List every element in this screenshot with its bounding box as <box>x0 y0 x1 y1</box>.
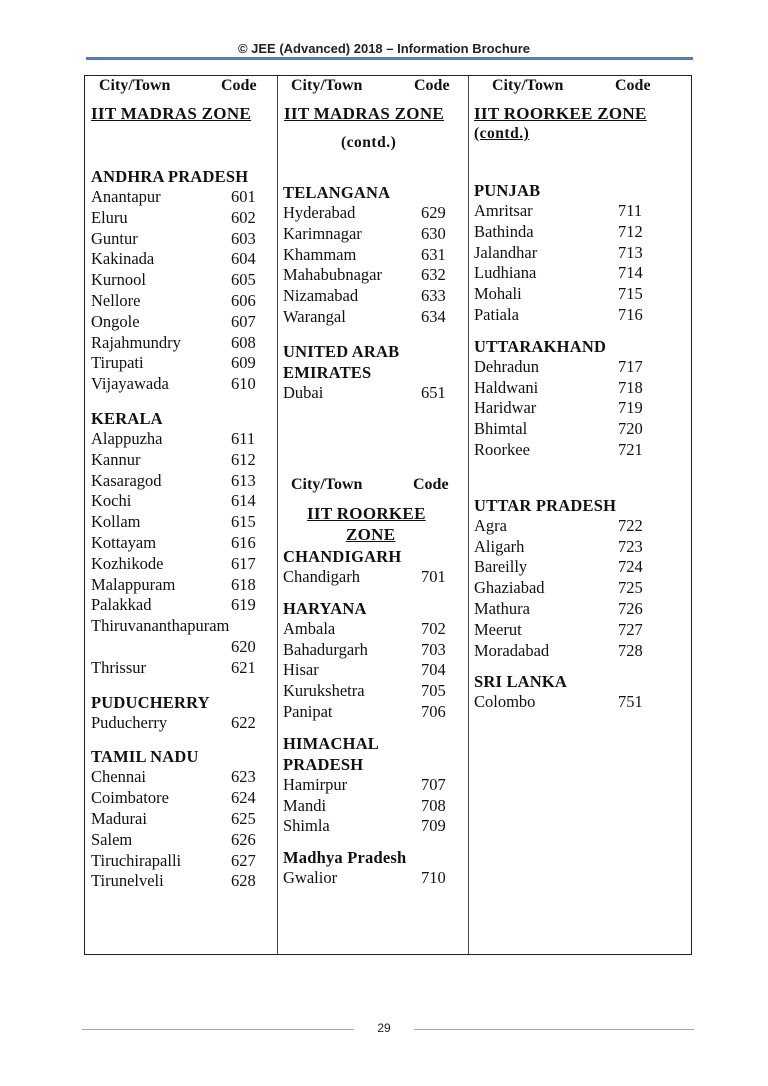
city-code: 609 <box>231 353 256 373</box>
state-section <box>474 180 686 326</box>
city-name: Aligarh <box>474 536 525 556</box>
state-section <box>474 495 686 662</box>
city-name: Karimnagar <box>283 223 362 243</box>
zone-title: IIT MADRAS ZONE <box>91 104 252 123</box>
city-code: 602 <box>231 207 256 227</box>
table-row <box>283 245 464 266</box>
city-name: Jalandhar <box>474 242 538 262</box>
city-name: Dubai <box>283 382 324 402</box>
city-code: 706 <box>421 701 446 721</box>
table-row <box>474 263 686 284</box>
table-row <box>91 491 273 512</box>
city-code: 713 <box>618 242 643 262</box>
city-name: Mandi <box>283 795 327 815</box>
city-code: 719 <box>618 398 643 418</box>
city-name: Bathinda <box>474 221 534 241</box>
city-code: 601 <box>231 187 256 206</box>
city-code: 618 <box>231 574 256 594</box>
city-name: Thrissur <box>91 657 146 677</box>
table-row <box>91 533 273 554</box>
table-row <box>91 229 273 250</box>
city-code: 720 <box>618 419 643 439</box>
city-name: Kochi <box>91 491 132 511</box>
city-name: Tirupati <box>91 353 144 373</box>
city-name: Roorkee <box>474 439 530 459</box>
table-row <box>474 222 686 243</box>
city-name: Gwalior <box>283 868 338 888</box>
zone-sections <box>283 182 464 417</box>
table-row <box>91 575 273 596</box>
city-code: 711 <box>618 201 643 220</box>
state-heading: EMIRATES <box>283 362 372 382</box>
city-code: 633 <box>421 286 446 306</box>
city-code: 723 <box>618 536 643 556</box>
city-code: 604 <box>231 249 256 269</box>
state-heading: TELANGANA <box>283 183 391 202</box>
table-row <box>91 554 273 575</box>
table-row <box>283 286 464 307</box>
city-name: Anantapur <box>91 187 161 206</box>
city-name: Kozhikode <box>91 553 164 573</box>
table-row <box>91 658 273 679</box>
city-code: 631 <box>421 244 446 264</box>
table-row <box>91 450 273 471</box>
city-code: 727 <box>618 619 643 639</box>
city-code: 710 <box>421 868 446 888</box>
table-row <box>283 660 464 681</box>
city-name: Hisar <box>283 660 319 680</box>
table-row <box>474 692 686 713</box>
footer-rule-left <box>82 1029 354 1030</box>
city-name: Meerut <box>474 619 522 639</box>
zone-title: IIT ROORKEE ZONE <box>474 104 647 123</box>
city-name: Salem <box>91 829 133 849</box>
city-code: 726 <box>618 598 643 618</box>
table-row <box>91 616 273 658</box>
table-row <box>283 307 464 328</box>
city-name: Dehradun <box>474 356 540 376</box>
city-code: 722 <box>618 515 643 535</box>
city-name: Bahadurgarh <box>283 639 368 659</box>
city-name: Tiruchirapalli <box>91 850 182 870</box>
city-code: 612 <box>231 449 256 469</box>
city-name: Agra <box>474 515 507 535</box>
city-name: Mohali <box>474 284 522 304</box>
city-code: 634 <box>421 306 446 326</box>
table-row <box>283 265 464 286</box>
city-code: 611 <box>231 428 256 448</box>
table-row <box>283 816 464 837</box>
table-row <box>91 249 273 270</box>
zone-subtitle: (contd.) <box>341 134 397 151</box>
state-section <box>283 182 464 328</box>
city-code: 715 <box>618 284 643 304</box>
column-header-code: Code <box>615 77 651 94</box>
city-code: 626 <box>231 829 256 849</box>
state-section <box>283 598 464 723</box>
city-code: 707 <box>421 774 446 794</box>
table-row <box>283 640 464 661</box>
city-code: 716 <box>618 304 643 324</box>
city-code: 610 <box>231 374 256 394</box>
state-heading: UTTAR PRADESH <box>474 495 617 515</box>
city-code: 608 <box>231 332 256 352</box>
city-name: Ghaziabad <box>474 578 545 598</box>
table-row <box>283 224 464 245</box>
city-code: 617 <box>231 553 256 573</box>
state-section <box>91 408 273 679</box>
column-header-code: Code <box>221 77 257 94</box>
city-code: 703 <box>421 639 446 659</box>
city-name: Kottayam <box>91 532 157 552</box>
table-row <box>91 830 273 851</box>
city-name: Eluru <box>91 207 128 227</box>
city-name: Kakinada <box>91 249 155 269</box>
table-row <box>283 619 464 640</box>
table-row <box>91 512 273 533</box>
table-row <box>283 702 464 723</box>
table-row <box>474 440 686 461</box>
city-code: 613 <box>231 470 256 490</box>
city-code: 624 <box>231 788 256 808</box>
city-code: 712 <box>618 221 643 241</box>
table-row <box>91 595 273 616</box>
zone-title: IIT MADRAS ZONE <box>284 104 445 123</box>
table-row <box>474 537 686 558</box>
table-row <box>283 383 464 404</box>
city-name: Colombo <box>474 692 536 712</box>
city-name: Madurai <box>91 808 147 828</box>
table-row <box>474 357 686 378</box>
column-header-city: City/Town <box>99 77 171 94</box>
state-section <box>283 546 464 588</box>
exam-city-code-table <box>84 75 692 955</box>
city-name: Kannur <box>91 449 141 469</box>
table-row <box>474 641 686 662</box>
zone-title: IIT ROORKEE <box>307 504 426 523</box>
city-name: Khammam <box>283 244 357 264</box>
city-code: 704 <box>421 660 446 680</box>
table-row <box>283 796 464 817</box>
city-name: Ongole <box>91 311 140 331</box>
city-code: 607 <box>231 311 256 331</box>
city-name: Nizamabad <box>283 286 359 306</box>
city-name: Tirunelveli <box>91 871 164 891</box>
state-heading: UNITED ARAB <box>283 341 400 361</box>
city-code: 630 <box>421 223 446 243</box>
table-row <box>91 291 273 312</box>
state-section <box>474 336 686 461</box>
city-name: Mathura <box>474 598 530 618</box>
city-name: Palakkad <box>91 595 152 615</box>
table-row <box>474 620 686 641</box>
city-code: 605 <box>231 270 256 290</box>
column-header-city: City/Town <box>291 476 363 493</box>
city-name: Bhimtal <box>474 419 528 439</box>
city-code: 721 <box>618 439 643 459</box>
city-name: Haldwani <box>474 377 539 397</box>
city-name: Ambala <box>283 618 336 638</box>
header-rule <box>86 57 693 60</box>
city-code: 718 <box>618 377 643 397</box>
table-row <box>91 312 273 333</box>
table-row <box>91 871 273 892</box>
city-code: 627 <box>231 850 256 870</box>
table-row <box>91 713 273 734</box>
footer-rule-right <box>414 1029 694 1030</box>
state-heading: SRI LANKA <box>474 672 568 692</box>
city-name: Patiala <box>474 304 519 324</box>
state-heading: Madhya Pradesh <box>283 848 407 868</box>
city-code: 623 <box>231 767 256 787</box>
zone-title-line2: ZONE <box>346 525 396 544</box>
city-code: 615 <box>231 512 256 532</box>
city-code: 705 <box>421 681 446 701</box>
table-row <box>283 203 464 224</box>
city-code: 728 <box>618 640 643 660</box>
city-name: Kollam <box>91 512 141 532</box>
table-row <box>91 187 273 208</box>
city-name: Mahabubnagar <box>283 265 382 285</box>
table-column-1 <box>85 76 278 954</box>
table-row <box>474 516 686 537</box>
table-row <box>91 208 273 229</box>
city-name: Hyderabad <box>283 203 356 222</box>
state-heading: ANDHRA PRADESH <box>91 167 249 186</box>
table-row <box>91 353 273 374</box>
state-heading: UTTARAKHAND <box>474 336 607 356</box>
table-row <box>474 284 686 305</box>
city-name: Moradabad <box>474 640 550 660</box>
state-section <box>283 733 464 837</box>
document-header-title: © JEE (Advanced) 2018 – Information Brochure <box>237 41 531 56</box>
city-name: Alappuzha <box>91 428 163 448</box>
city-code: 709 <box>421 816 446 836</box>
state-heading: PUDUCHERRY <box>91 692 210 712</box>
table-row <box>91 270 273 291</box>
state-heading: CHANDIGARH <box>283 547 402 566</box>
state-section <box>91 166 273 395</box>
page-number: 29 <box>377 1021 391 1035</box>
table-column-2 <box>277 76 469 954</box>
table-row <box>91 429 273 450</box>
state-section <box>283 847 464 889</box>
city-name: Amritsar <box>474 201 533 220</box>
city-name: Haridwar <box>474 398 537 418</box>
table-row <box>91 333 273 354</box>
city-code: 625 <box>231 808 256 828</box>
state-section <box>91 746 273 892</box>
zone-sections <box>474 180 686 713</box>
zone-sections <box>91 166 273 905</box>
city-name: Kurnool <box>91 270 146 290</box>
column-header-code: Code <box>413 476 449 493</box>
city-code: 724 <box>618 557 643 577</box>
zone-sections <box>283 546 464 899</box>
city-code: 603 <box>231 228 256 248</box>
table-row <box>283 681 464 702</box>
state-section <box>474 671 686 713</box>
table-row <box>283 775 464 796</box>
state-heading: HARYANA <box>283 598 367 618</box>
table-row <box>474 599 686 620</box>
city-code: 725 <box>618 578 643 598</box>
city-code: 717 <box>618 356 643 376</box>
city-name: Panipat <box>283 701 333 721</box>
city-code: 628 <box>231 871 256 891</box>
city-name: Guntur <box>91 228 138 248</box>
city-name: Ludhiana <box>474 263 537 283</box>
state-section <box>283 341 464 404</box>
table-column-3 <box>468 76 690 954</box>
state-heading: KERALA <box>91 408 163 428</box>
city-name: Rajahmundry <box>91 332 181 352</box>
table-row <box>474 398 686 419</box>
city-name: Coimbatore <box>91 788 169 808</box>
city-code: 751 <box>618 692 643 712</box>
city-code: 622 <box>231 712 256 732</box>
city-code: 619 <box>231 595 256 615</box>
city-code: 614 <box>231 491 256 511</box>
table-row <box>91 809 273 830</box>
city-code: 708 <box>421 795 446 815</box>
city-code: 621 <box>231 657 256 677</box>
city-name: Warangal <box>283 306 346 326</box>
state-heading: HIMACHAL <box>283 733 380 753</box>
city-code: 629 <box>421 203 446 222</box>
city-name: Kasaragod <box>91 470 162 490</box>
city-name: Vijayawada <box>91 374 169 394</box>
column-header-code: Code <box>414 77 450 94</box>
city-name: Shimla <box>283 816 330 836</box>
table-row <box>91 374 273 395</box>
table-row <box>283 567 464 588</box>
city-code: 616 <box>231 532 256 552</box>
city-code: 620 <box>231 636 256 656</box>
city-code: 651 <box>421 382 446 402</box>
state-section <box>91 692 273 734</box>
city-name: Puducherry <box>91 712 168 732</box>
city-name: Kurukshetra <box>283 681 365 701</box>
table-row <box>474 557 686 578</box>
table-row <box>91 767 273 788</box>
zone-subtitle: (contd.) <box>474 125 530 142</box>
table-row <box>474 378 686 399</box>
table-row <box>283 868 464 889</box>
city-code: 606 <box>231 290 256 310</box>
city-code: 701 <box>421 567 446 586</box>
city-name: Nellore <box>91 290 141 310</box>
table-row <box>91 788 273 809</box>
column-header-city: City/Town <box>291 77 363 94</box>
table-row <box>474 305 686 326</box>
state-heading: PUNJAB <box>474 181 541 200</box>
city-name: Thiruvananthapuram <box>91 616 230 636</box>
table-row <box>91 471 273 492</box>
table-row <box>474 243 686 264</box>
table-row <box>474 201 686 222</box>
city-name: Malappuram <box>91 574 176 594</box>
table-row <box>91 851 273 872</box>
state-heading: PRADESH <box>283 754 364 774</box>
city-name: Chandigarh <box>283 567 360 586</box>
city-name: Chennai <box>91 767 146 787</box>
table-row <box>474 419 686 440</box>
state-heading: TAMIL NADU <box>91 747 199 767</box>
city-code: 632 <box>421 265 446 285</box>
city-name: Bareilly <box>474 557 528 577</box>
city-code: 702 <box>421 618 446 638</box>
city-name: Hamirpur <box>283 774 348 794</box>
column-header-city: City/Town <box>492 77 564 94</box>
table-row <box>474 578 686 599</box>
city-code: 714 <box>618 263 643 283</box>
